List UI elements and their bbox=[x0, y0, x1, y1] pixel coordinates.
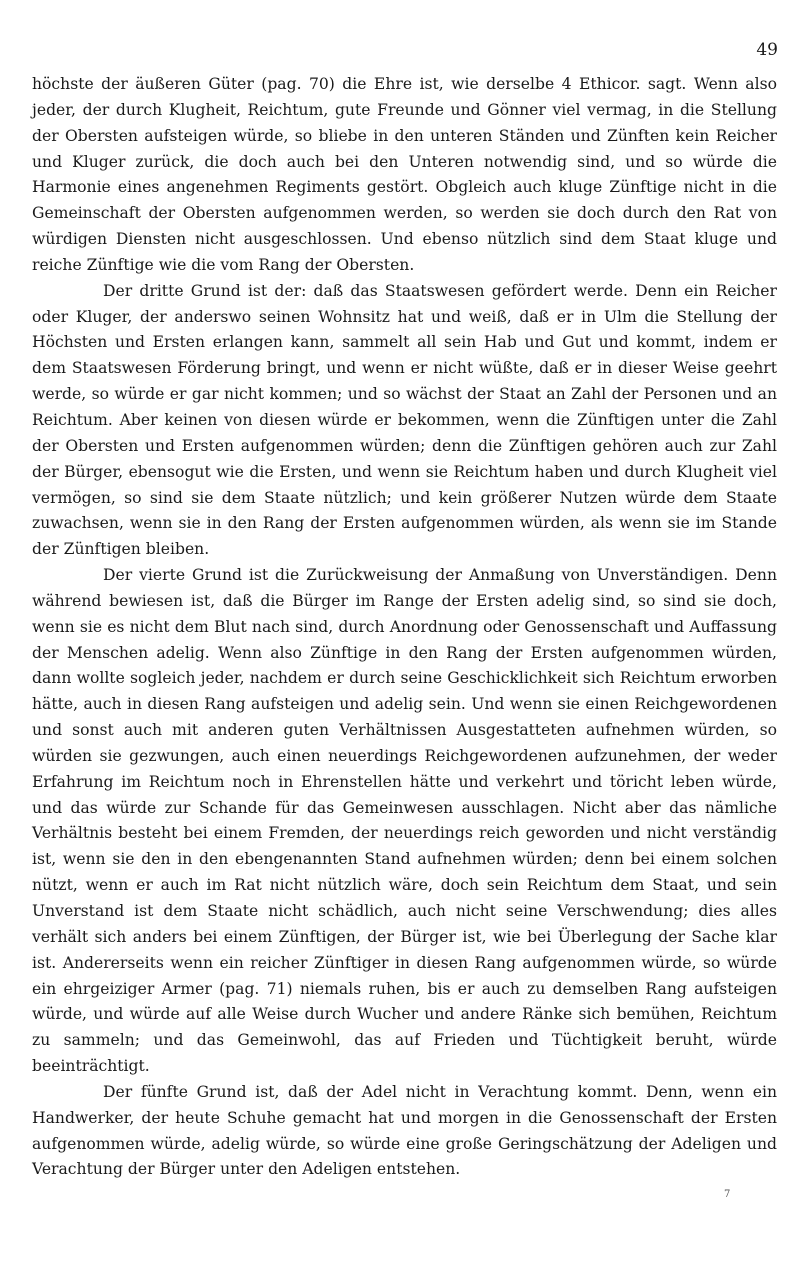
printer-signature-mark: 7 bbox=[724, 1189, 731, 1200]
paragraph-3: Der vierte Grund ist die Zurückweisung der Anmaßung von Unverständigen. Denn während bewiesen ist, daß die Bürger im Range der Ersten adelig sind, so sind sie doch, wenn sie es nicht dem Blut nach sind, durch Anordnung oder Genossenschaft und Auffassung der Menschen adelig. Wenn also Zünftige in den Rang der Ersten aufgenommen würden, dann wollte sogleich jeder, nachdem er durch seine Geschicklichkeit sich Reichtum erworben hätte, auch in diesen Rang aufsteigen und adelig sein. Und wenn sie einen Reichgewordenen und sonst auch mit anderen guten Verhältnissen Ausgestatteten aufnehmen würden, so würden sie gezwungen, auch einen neuerdings Reichgewordenen aufzunehmen, der weder Erfahrung im Reichtum noch in Ehrenstellen hätte und verkehrt und töricht leben würde, und das würde zur Schande für das Gemeinwesen ausschlagen. Nicht aber das nämliche Verhältnis besteht bei einem Fremden, der neuerdings reich geworden und nicht verständig ist, wenn sie den in den ebengenannten Stand aufnehmen würden; denn bei einem solchen nützt, wenn er auch im Rat nicht nützlich wäre, doch sein Reichtum dem Staat, und sein Unverstand ist dem Staate nicht schädlich, auch nicht seine Verschwendung; dies alles verhält sich anders bei einem Zünftigen, der Bürger ist, wie bei Überlegung der Sache klar ist. Andererseits wenn ein reicher Zünftiger in diesen Rang aufgenommen würde, so würde ein ehrgeiziger Armer (pag. 71) niemals ruhen, bis er auch zu demselben Rang aufsteigen würde, und würde auf alle Weise durch Wucher und andere Ränke sich bemühen, Reichtum zu sammeln; und das Gemeinwohl, das auf Frieden und Tüchtigkeit beruht, würde beeinträchtigt. bbox=[32, 566, 777, 1076]
paragraph-4: Der fünfte Grund ist, daß der Adel nicht in Verachtung kommt. Denn, wenn ein Handwerker, der heute Schuhe gemacht hat und morgen in die Genossenschaft der Ersten aufgenommen würde, adelig würde, so würde eine große Geringschätzung der Adeligen und Verachtung der Bürger unter den Adeligen entstehen. bbox=[32, 1082, 777, 1179]
paragraph-2: Der dritte Grund ist der: daß das Staatswesen gefördert werde. Denn ein Reicher oder Kluger, der anderswo seinen Wohnsitz hat und weiß, daß er in Ulm die Stellung der Höchsten und Ersten erlangen kann, sammelt all sein Hab und Gut und kommt, indem er dem Staatswesen Förderung bringt, und wenn er nicht wüßte, daß er in dieser Weise geehrt werde, so würde er gar nicht kommen; und so wächst der Staat an Zahl der Personen und an Reichtum. Aber keinen von diesen würde er bekommen, wenn die Zünftigen unter die Zahl der Obersten und Ersten aufgenommen würden; denn die Zünftigen gehören auch zur Zahl der Bürger, ebensogut wie die Ersten, und wenn sie Reichtum haben und durch Klugheit viel vermögen, so sind sie dem Staate nützlich; und kein größerer Nutzen würde dem Staate zuwachsen, wenn sie in den Rang der Ersten aufgenommen würden, als wenn sie im Stande der Zünftigen bleiben. bbox=[32, 281, 777, 559]
page-number: 49 bbox=[756, 40, 778, 60]
paragraph-1: höchste der äußeren Güter (pag. 70) die Ehre ist, wie derselbe 4 Ethicor. sagt. Wenn also jeder, der durch Klugheit, Reichtum, gute Freunde und Gönner viel vermag, in die Stellung der Obersten aufsteigen würde, so bliebe in den unteren Ständen und Zünften kein Reicher und Kluger zurück, die doch auch bei den Unteren notwendig sind, und so würde die Harmonie eines angenehmen Regiments gestört. Obgleich auch kluge Zünftige nicht in die Gemeinschaft der Obersten aufgenommen werden, so werden sie doch durch den Rat von würdigen Diensten nicht ausgeschlossen. Und ebenso nützlich sind dem Staat kluge und reiche Zünftige wie die vom Rang der Obersten. bbox=[32, 75, 777, 274]
text-body bbox=[32, 72, 777, 1183]
